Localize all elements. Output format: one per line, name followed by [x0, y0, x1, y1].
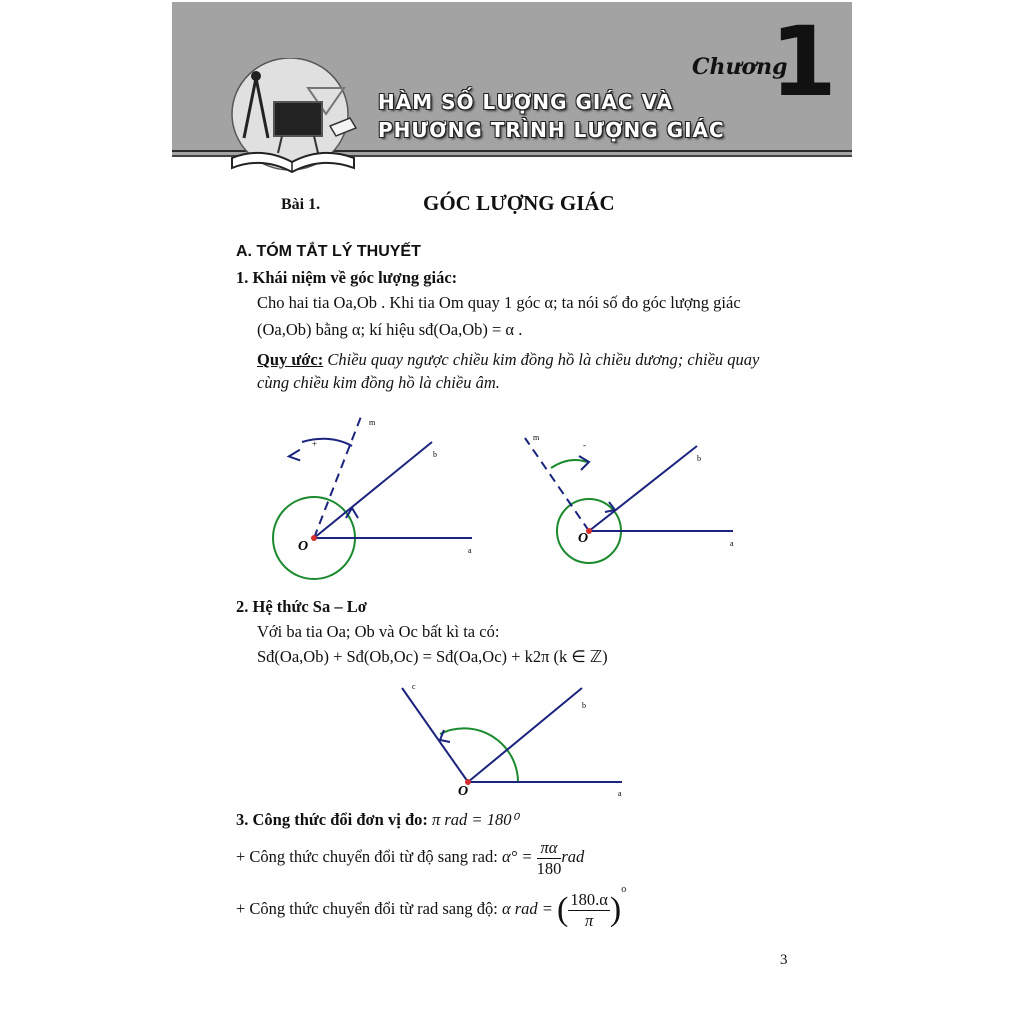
bullet2-lhs: α rad = [501, 899, 553, 918]
label-b: b [582, 701, 586, 710]
bullet-deg-to-rad [236, 838, 584, 879]
lesson-title: GÓC LƯỢNG GIÁC [423, 191, 615, 215]
arrow-head [579, 456, 589, 470]
figure-negative-angle [515, 420, 745, 570]
label-c: c [412, 682, 416, 691]
page-number: 3 [780, 952, 788, 968]
rotation-arrow [302, 439, 352, 446]
item3-heading-formula: π rad = 180⁰ [432, 810, 519, 829]
bullet2-numerator: 180.α [570, 889, 608, 909]
item2-heading: 2. Hệ thức Sa – Lơ [236, 597, 367, 616]
section-heading: A. TÓM TẮT LÝ THUYẾT [236, 243, 421, 260]
ray-om [525, 438, 589, 531]
chapter-title-line2: PHƯƠNG TRÌNH LƯỢNG GIÁC [378, 118, 725, 142]
figure-chasles [396, 678, 636, 800]
label-b: b [697, 454, 701, 463]
convention-line1 [257, 350, 759, 370]
label-o: O [458, 784, 469, 799]
label-a: a [468, 546, 472, 555]
chapter-emblem-icon [226, 58, 362, 188]
bullet2-fraction [568, 890, 610, 931]
ray-oc [402, 688, 468, 782]
item2-formula: Sđ(Oa,Ob) + Sđ(Ob,Oc) = Sđ(Oa,Oc) + k2π (k ∈ ℤ) [257, 647, 608, 666]
arrow-head [289, 447, 304, 461]
item3-heading-line [236, 810, 518, 830]
bullet1-unit: rad [561, 847, 585, 867]
label-m: m [369, 418, 376, 427]
bullet2-denominator: π [585, 910, 594, 930]
label-a: a [730, 539, 734, 548]
bullet1-text: + Công thức chuyển đổi từ độ sang rad: [236, 847, 498, 867]
bullet-rad-to-deg: + Công thức chuyển đổi từ rad sang độ: α rad = ( $\frac{180.\alpha}{\pi}$ )$^o$ [236, 884, 627, 930]
chapter-title-line1: HÀM SỐ LƯỢNG GIÁC VÀ [378, 90, 674, 114]
item1-line1: Cho hai tia Oa,Ob . Khi tia Om quay 1 góc α; ta nói số đo góc lượng giác [257, 293, 741, 312]
label-a: a [618, 789, 622, 798]
origin-point [311, 535, 317, 541]
label-sign: + [312, 439, 318, 449]
label-m: m [533, 433, 540, 442]
bullet1-lhs: α° = [501, 847, 533, 867]
ray-ob [589, 446, 697, 531]
bullet1-fraction [537, 838, 562, 879]
figure-positive-angle [270, 410, 490, 580]
bullet1-denominator: 180 [536, 858, 562, 878]
label-o: O [298, 539, 309, 554]
label-sign: - [583, 440, 586, 450]
item1-line2: (Oa,Ob) bằng α; kí hiệu sđ(Oa,Ob) = α . [257, 320, 523, 339]
item3-heading: 3. Công thức đổi đơn vị đo: [236, 810, 428, 829]
convention-label: Quy ước: [257, 350, 324, 369]
label-b: b [433, 450, 437, 459]
lesson-number: Bài 1. [281, 196, 321, 213]
ray-ob [468, 688, 582, 782]
item1-heading: 1. Khái niệm về góc lượng giác: [236, 268, 458, 287]
chapter-number: 1 [770, 6, 837, 118]
item2-line1: Với ba tia Oa; Ob và Oc bất kì ta có: [257, 622, 500, 641]
rotation-arrow [551, 460, 587, 468]
chapter-label: Chương [692, 54, 788, 80]
bullet2-degree-sup: o [621, 884, 627, 895]
convention-text: Chiều quay ngược chiều kim đồng hồ là chiều dương; chiều quay [323, 350, 760, 369]
convention-line2: cùng chiều kim đồng hồ là chiều âm. [257, 373, 500, 392]
bullet1-numerator: πα [537, 838, 562, 859]
bullet2-text: + Công thức chuyển đổi từ rad sang độ: [236, 899, 498, 918]
label-o: O [578, 531, 589, 546]
